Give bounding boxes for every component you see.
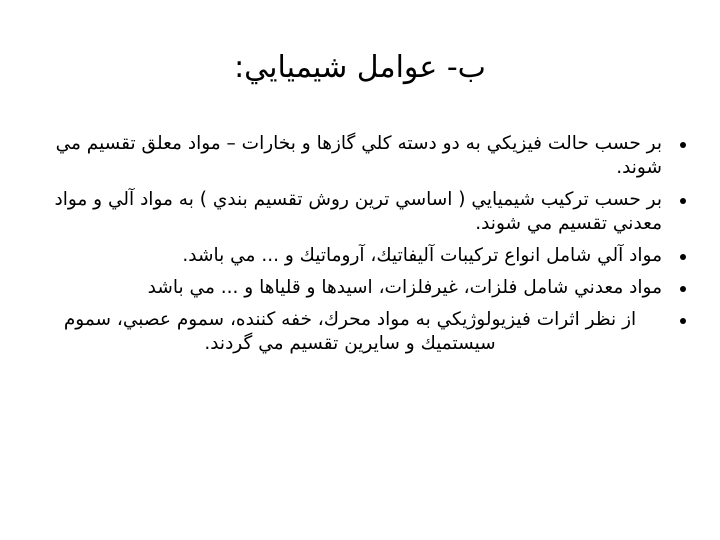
bullet-text: مواد معدني شامل فلزات، غيرفلزات، اسيدها و قلياها و ... مي باشد [147, 277, 662, 298]
bullet-text: بر حسب تركيب شيميايي ( اساسي ترين روش تقسيم بندي ) به مواد آلي و مواد معدني تقسيم مي شوند. [54, 189, 662, 234]
bullet-item [38, 132, 688, 180]
bullet-dot-icon [680, 318, 686, 324]
bullet-text: بر حسب حالت فيزيكي به دو دسته كلي گازها و بخارات – مواد معلق تقسيم مي شوند. [55, 133, 662, 178]
bullet-dot-icon [680, 142, 686, 148]
bullet-dot-icon [680, 254, 686, 260]
bullet-dot-icon [680, 198, 686, 204]
bullet-list [38, 132, 688, 364]
bullet-item [38, 276, 688, 300]
bullet-text: مواد آلي شامل انواع تركيبات آليفاتيك، آروماتيك و ... مي باشد. [182, 245, 662, 266]
bullet-text: از نظر اثرات فيزيولوژيكي به مواد محرك، خفه كننده، سموم عصبي، سموم سيستميك و سايرين تقسيم مي گردند. [63, 309, 637, 354]
bullet-item [38, 188, 688, 236]
bullet-item [38, 244, 688, 268]
slide-title: ب- عوامل شيميايي: [234, 50, 486, 85]
bullet-item [38, 308, 688, 356]
bullet-dot-icon [680, 286, 686, 292]
